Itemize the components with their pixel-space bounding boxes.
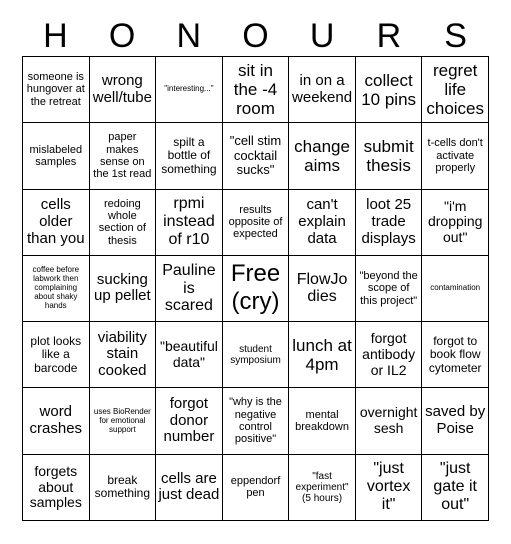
bingo-cell[interactable] — [23, 190, 90, 256]
bingo-cell[interactable] — [23, 57, 90, 123]
bingo-cell-text: sit in the -4 room — [233, 61, 278, 119]
bingo-cell-text: FlowJo dies — [296, 270, 348, 306]
bingo-cell-text: mislabeled samples — [29, 143, 83, 168]
bingo-cell-text: forgets about samples — [29, 462, 82, 511]
bingo-cell[interactable] — [289, 190, 356, 256]
bingo-cell[interactable] — [223, 190, 290, 256]
bingo-cell-text: "just gate it out" — [433, 460, 477, 514]
bingo-cell-text: lunch at 4pm — [292, 335, 352, 374]
bingo-header — [22, 16, 489, 56]
bingo-cell-text: "beautiful data" — [159, 338, 218, 370]
bingo-cell[interactable] — [356, 388, 423, 454]
bingo-cell-text: t-cells don't activate properly — [427, 137, 483, 175]
bingo-cell-text: can't explain data — [298, 196, 346, 247]
bingo-cell-text: cells older than you — [27, 196, 85, 247]
header-letter: S — [444, 16, 467, 55]
bingo-cell[interactable] — [422, 57, 489, 123]
bingo-cell-text: break something — [94, 472, 151, 501]
bingo-cell[interactable] — [356, 455, 423, 521]
bingo-cell[interactable] — [90, 455, 157, 521]
header-letter: N — [176, 16, 202, 55]
bingo-cell[interactable] — [90, 256, 157, 322]
bingo-cell[interactable] — [23, 256, 90, 322]
bingo-cell-text: forgot antibody or IL2 — [362, 330, 416, 378]
bingo-cell[interactable] — [90, 57, 157, 123]
bingo-cell-text: student symposium — [230, 343, 281, 366]
bingo-cell-text: "interesting..." — [164, 84, 214, 94]
bingo-cell[interactable] — [156, 190, 223, 256]
bingo-cell-text: regret life choices — [426, 61, 485, 119]
bingo-cell[interactable] — [23, 388, 90, 454]
bingo-cell-text: "beyond the scope of this project" — [359, 270, 418, 307]
bingo-grid — [22, 56, 489, 521]
bingo-cell-text: overnight sesh — [359, 404, 418, 437]
bingo-cell[interactable] — [422, 455, 489, 521]
bingo-cell-text: "why is the negative control positive" — [229, 396, 282, 446]
bingo-cell[interactable] — [289, 455, 356, 521]
bingo-cell[interactable] — [90, 322, 157, 388]
bingo-cell-text: in on a weekend — [292, 71, 353, 106]
bingo-cell-text: viability stain cooked — [97, 328, 147, 380]
bingo-cell[interactable] — [422, 256, 489, 322]
bingo-cell-text: Pauline is scared — [162, 261, 216, 315]
bingo-cell-text: word crashes — [29, 403, 83, 438]
bingo-cell-text: "just vortex it" — [366, 460, 411, 514]
header-letter: O — [108, 16, 136, 55]
bingo-cell[interactable] — [356, 322, 423, 388]
bingo-cell-text: contamination — [430, 283, 481, 293]
bingo-cell[interactable] — [156, 322, 223, 388]
bingo-cell[interactable] — [356, 57, 423, 123]
bingo-cell[interactable] — [156, 57, 223, 123]
header-letter: H — [43, 16, 68, 55]
bingo-cell-text: sucking up pellet — [93, 270, 151, 305]
bingo-cell-text: uses BioRender for emotional support — [93, 406, 151, 434]
bingo-cell-text: forgot donor number — [163, 394, 215, 446]
bingo-cell[interactable] — [90, 190, 157, 256]
bingo-cell[interactable] — [289, 322, 356, 388]
bingo-cell-text: rpmi instead of r10 — [163, 195, 215, 249]
bingo-cell[interactable] — [289, 256, 356, 322]
bingo-cell[interactable] — [356, 190, 423, 256]
bingo-cell-text: saved by Poise — [425, 403, 486, 438]
bingo-cell-text: paper makes sense on the 1st read — [93, 131, 152, 181]
bingo-cell-text: change aims — [294, 136, 350, 175]
bingo-cell-text: collect 10 pins — [361, 70, 417, 109]
bingo-cell-text: coffee before labwork then complaining about shaky hands — [32, 265, 80, 310]
bingo-cell[interactable] — [289, 388, 356, 454]
header-letter: R — [376, 16, 402, 55]
bingo-cell[interactable] — [356, 123, 423, 189]
bingo-cell-text: plot looks like a barcode — [30, 333, 82, 375]
bingo-cell[interactable] — [289, 57, 356, 123]
bingo-cell-text: mental breakdown — [295, 408, 349, 434]
bingo-cell[interactable] — [422, 388, 489, 454]
bingo-cell[interactable] — [223, 57, 290, 123]
bingo-cell-text: spilt a bottle of something — [161, 134, 217, 176]
bingo-cell[interactable] — [289, 123, 356, 189]
bingo-cell[interactable] — [90, 123, 157, 189]
bingo-cell[interactable] — [156, 256, 223, 322]
bingo-cell-text: eppendorf pen — [230, 475, 281, 500]
bingo-cell-text: loot 25 trade displays — [361, 196, 416, 247]
bingo-cell-text: results opposite of expected — [228, 203, 283, 241]
bingo-cell-text: Free (cry) — [230, 259, 281, 316]
bingo-cell-text: "cell stim cocktail sucks" — [229, 133, 282, 178]
bingo-cell-text: submit thesis — [363, 136, 414, 175]
bingo-cell[interactable] — [23, 123, 90, 189]
free-space-cell[interactable] — [223, 256, 290, 322]
bingo-cell[interactable] — [223, 388, 290, 454]
bingo-cell[interactable] — [223, 322, 290, 388]
bingo-cell[interactable] — [156, 123, 223, 189]
bingo-cell[interactable] — [23, 455, 90, 521]
bingo-cell[interactable] — [156, 388, 223, 454]
bingo-cell[interactable] — [422, 190, 489, 256]
header-letter: U — [309, 16, 335, 55]
bingo-cell-text: "fast experiment" (5 hours) — [295, 470, 349, 504]
bingo-cell[interactable] — [223, 123, 290, 189]
bingo-cell-text: "i'm dropping out" — [427, 197, 483, 246]
bingo-cell-text: wrong well/tube — [92, 71, 152, 106]
bingo-cell[interactable] — [223, 455, 290, 521]
bingo-cell-text: redoing whole section of thesis — [98, 197, 146, 247]
bingo-cell-text: forgot to book flow cytometer — [428, 333, 482, 375]
bingo-cell-text: cells are just dead — [158, 469, 220, 504]
header-letter: O — [242, 16, 269, 55]
bingo-cell[interactable] — [156, 455, 223, 521]
bingo-cell[interactable] — [356, 256, 423, 322]
bingo-cell-text: someone is hungover at the retreat — [26, 71, 85, 108]
bingo-cell[interactable] — [23, 322, 90, 388]
bingo-cell[interactable] — [422, 123, 489, 189]
bingo-cell[interactable] — [90, 388, 157, 454]
bingo-cell[interactable] — [422, 322, 489, 388]
